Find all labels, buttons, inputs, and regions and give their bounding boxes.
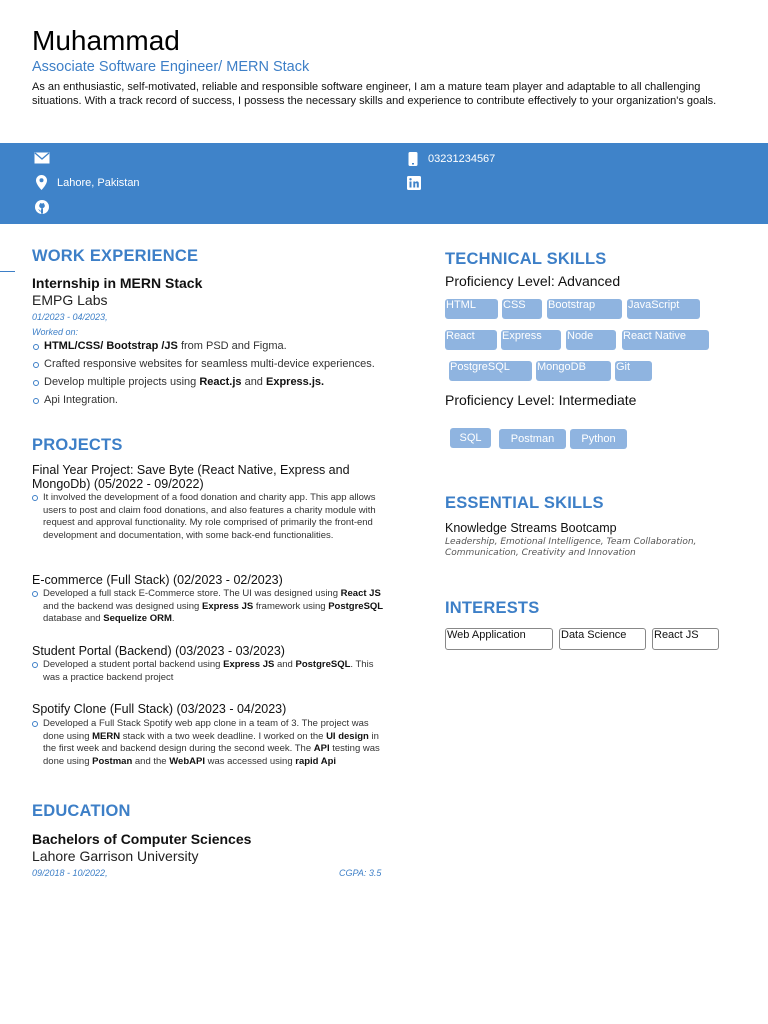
essential-skills-title: Knowledge Streams Bootcamp	[445, 521, 617, 535]
skill-tag: SQL	[450, 428, 491, 448]
projects-heading: PROJECTS	[32, 436, 123, 454]
github-icon	[35, 200, 49, 214]
location-text: Lahore, Pakistan	[57, 176, 140, 189]
interest-tag: Web Application	[445, 628, 553, 650]
location-contact	[36, 175, 140, 190]
candidate-name: Muhammad	[32, 25, 180, 56]
degree-title: Bachelors of Computer Sciences	[32, 831, 252, 847]
skill-tag: MongoDB	[536, 361, 611, 381]
skill-tag: JavaScript	[627, 299, 700, 319]
skill-tag: PostgreSQL	[449, 361, 532, 381]
work-dates-line	[32, 312, 108, 322]
skill-tag: React Native	[622, 330, 709, 350]
location-pin-icon	[36, 175, 47, 190]
work-experience-heading: WORK EXPERIENCE	[32, 247, 199, 265]
project-2-title: E-commerce (Full Stack) (02/2023 - 02/2023)	[32, 573, 283, 587]
skill-tag: Python	[570, 429, 627, 449]
job-title: Associate Software Engineer/ MERN Stack	[32, 59, 310, 75]
phone-contact[interactable]	[408, 152, 495, 166]
skill-tag: HTML	[445, 299, 498, 319]
skill-tag: Git	[615, 361, 652, 381]
phone-icon	[408, 152, 418, 166]
work-dates: 01/2023 - 04/2023	[32, 312, 106, 322]
technical-skills-heading: TECHNICAL SKILLS	[445, 250, 607, 268]
education-dates: 09/2018 - 10/2022	[32, 868, 106, 878]
skill-tag: Postman	[499, 429, 566, 449]
github-contact[interactable]	[35, 200, 49, 214]
project-3-title: Student Portal (Backend) (03/2023 - 03/2023)	[32, 644, 285, 658]
work-bullets	[32, 340, 402, 412]
work-dates-suffix: ,	[105, 312, 108, 322]
essential-skills-heading: ESSENTIAL SKILLS	[445, 494, 604, 512]
school-name: Lahore Garrison University	[32, 848, 199, 864]
education-dates-line	[32, 868, 108, 878]
worked-on-label: Worked on:	[32, 327, 79, 337]
envelope-icon	[34, 152, 50, 164]
work-company: EMPG Labs	[32, 292, 108, 308]
project-4-title: Spotify Clone (Full Stack) (03/2023 - 04/2023)	[32, 702, 287, 716]
list-item: Develop multiple projects using React.js and Express.js.	[32, 376, 402, 394]
skill-tag: React	[445, 330, 497, 350]
education-heading: EDUCATION	[32, 802, 131, 820]
project-1-title: Final Year Project: Save Byte (React Native, Express and MongoDb) (05/2022 - 09/2022)	[32, 463, 350, 491]
contact-bar	[0, 143, 768, 224]
section-marker	[0, 271, 15, 272]
list-item: Api Integration.	[32, 394, 402, 412]
skill-tag: Bootstrap	[547, 299, 622, 319]
advanced-level-label: Proficiency Level: Advanced	[445, 273, 621, 289]
list-item: HTML/CSS/ Bootstrap /JS from PSD and Figma.	[32, 340, 402, 358]
skill-tag: CSS	[502, 299, 542, 319]
project-2-desc: Developed a full stack E-Commerce store. The UI was designed using React JS and the backend was designed using Express JS framework using PostgreSQL database and Sequelize ORM.	[32, 588, 397, 626]
summary-text: As an enthusiastic, self-motivated, reliable and responsible software engineer, I am a mature team player and adaptable to all challenging situations. With a track record of success, I possess the necessary skills and experience to contribute effectively to your organization's goals.	[32, 81, 717, 107]
list-item: Crafted responsive websites for seamless multi-device experiences.	[32, 358, 402, 376]
skill-tag: Express	[501, 330, 561, 350]
project-1-desc: It involved the development of a food donation and charity app. This app allows users to post and claim food donations, and also features a charity module with request and approval functionality. My role comprised of primarily the front-end development and documentation, with some back-end functionalities.	[32, 492, 396, 542]
cgpa: CGPA: 3.5	[339, 868, 382, 878]
email-contact[interactable]	[34, 152, 50, 164]
essential-skills-desc: Leadership, Emotional Intelligence, Team Collaboration, Communication, Creativity and Innovation	[445, 537, 697, 558]
project-3-desc: Developed a student portal backend using Express JS and PostgreSQL. This was a practice backend project	[32, 659, 389, 684]
intermediate-level-label: Proficiency Level: Intermediate	[445, 392, 637, 408]
linkedin-contact[interactable]	[407, 176, 421, 190]
interest-tag: React JS	[652, 628, 719, 650]
interest-tag: Data Science	[559, 628, 646, 650]
education-dates-suffix: ,	[105, 868, 108, 878]
work-title: Internship in MERN Stack	[32, 275, 203, 291]
project-4-desc: Developed a Full Stack Spotify web app clone in a team of 3. The project was done using MERN stack with a two week deadline. I worked on the UI design in the first week and backend design during the second week. The API testing was done using Postman and the WebAPI was accessed using rapid Api	[32, 718, 389, 768]
linkedin-icon	[407, 176, 421, 190]
phone-number: 03231234567	[428, 153, 496, 165]
skill-tag: Node	[566, 330, 616, 350]
interests-heading: INTERESTS	[445, 599, 540, 617]
